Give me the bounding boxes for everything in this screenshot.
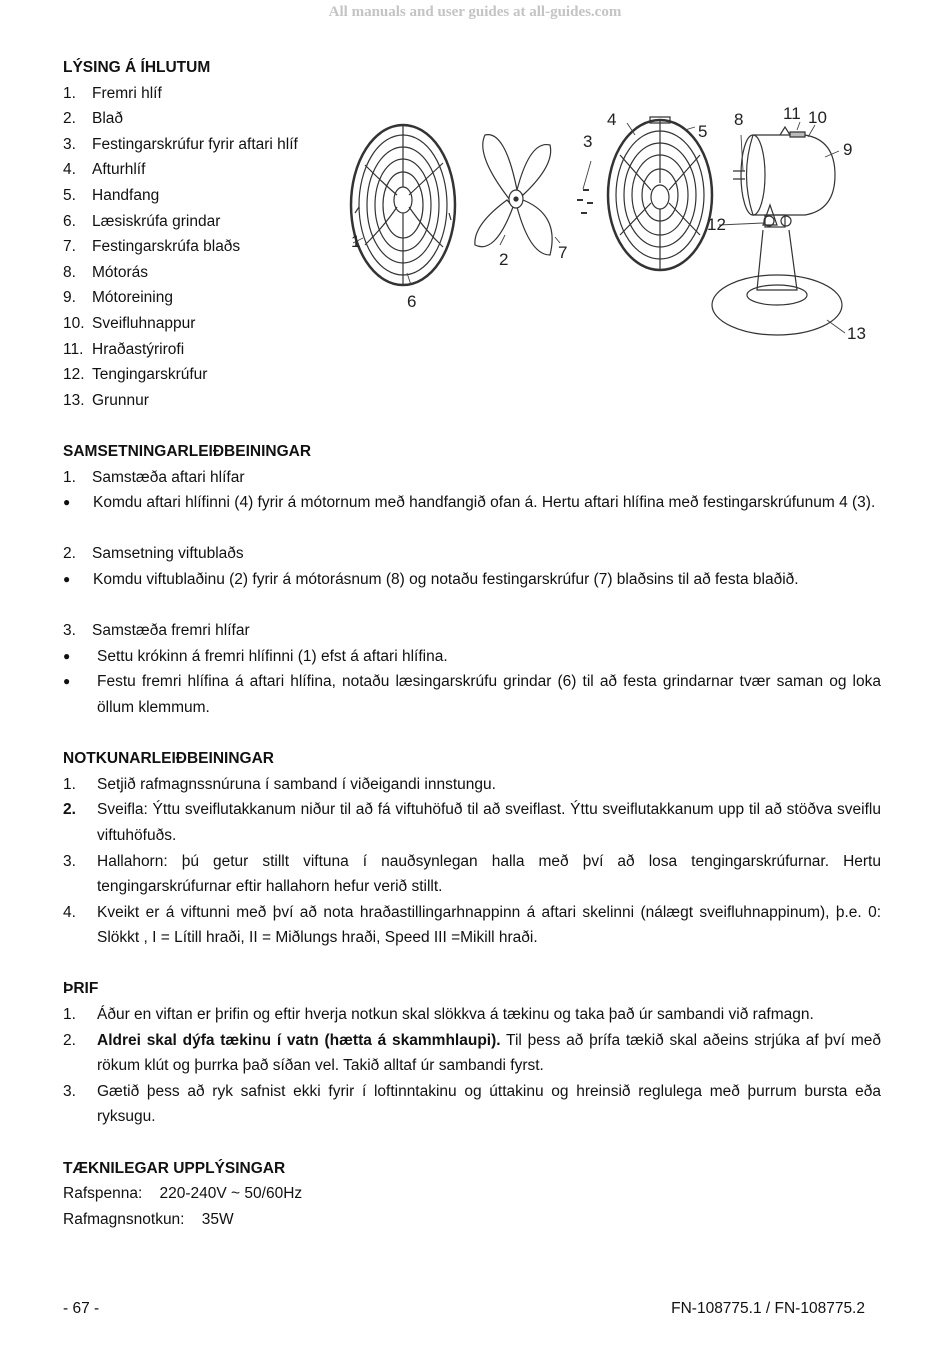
step-number: 1. [63, 468, 76, 486]
spec-key: Rafspenna: [63, 1185, 160, 1203]
item-text: Setjið rafmagnssnúruna í samband í viðeigandi innstungu. [97, 775, 496, 793]
assembly-step-3 [63, 618, 881, 644]
item-text: Festingarskrúfa blaðs [92, 238, 241, 256]
spec-power [63, 1207, 881, 1233]
item-number: 5. [63, 186, 76, 204]
parts-list-item [63, 260, 298, 286]
item-text: Kveikt er á viftunni með því að nota hraðastillingarhnappinn á aftari skelinni (nálægt sveifluhnappinum), þ.e. 0: Slökkt , I = Lítill hraði, II = Miðlungs hraði, Speed III =Mikill hraði. [97, 903, 881, 947]
screws-drawing [577, 190, 593, 213]
parts-list-item [63, 337, 298, 363]
item-number: 10. [63, 314, 85, 332]
parts-list-item [63, 285, 298, 311]
step-number: 3. [63, 622, 76, 640]
parts-list-item [63, 209, 298, 235]
parts-list-item [63, 183, 298, 209]
usage-list-item [63, 900, 881, 951]
item-number: 12. [63, 366, 85, 384]
diagram-label-7: 7 [558, 243, 568, 262]
item-text: Læsiskrúfa grindar [92, 212, 221, 230]
fan-parts-diagram [345, 95, 885, 355]
spec-key: Rafmagnsnotkun: [63, 1210, 202, 1228]
parts-list-item [63, 157, 298, 183]
usage-list-item [63, 849, 881, 900]
item-number: 2. [63, 1031, 76, 1049]
step-title: Samstæða aftari hlífar [92, 468, 245, 486]
item-text: Sveifla: Ýttu sveiflutakkanum niður til að fá viftuhöfuð til að sveiflast. Ýttu sveiflutakkanum upp til að stöðva sveiflu viftuhöfuðs. [97, 801, 881, 844]
watermark: All manuals and user guides at all-guides.com [328, 4, 622, 20]
diagram-label-3: 3 [583, 132, 593, 151]
step-title: Samstæða fremri hlífar [92, 622, 250, 640]
diagram-label-13: 13 [847, 324, 866, 343]
bullet-text: Komdu viftublaðinu (2) fyrir á mótorásnum (8) og notaðu festingarskrúfur (7) blaðsins til að festa blaðið. [93, 570, 799, 588]
item-text: Afturhlíf [92, 161, 146, 179]
spec-value: 220-240V ~ 50/60Hz [159, 1185, 303, 1203]
item-text: Mótorás [92, 263, 148, 281]
step-title: Samsetning viftublaðs [92, 545, 244, 563]
item-text: Gætið þess að ryk safnist ekki fyrir í loftinntakinu og úttakinu og hreinsið reglulega með þurrum bursta eða ryksugu. [97, 1082, 881, 1126]
item-text: Hraðastýrirofi [92, 340, 185, 358]
item-number: 6. [63, 212, 76, 230]
model-number: FN-108775.1 / FN-108775.2 [671, 1300, 865, 1317]
assembly-step-2-bullet [63, 567, 881, 593]
parts-list-item [63, 311, 298, 337]
assembly-step-3-bullet-2 [63, 669, 881, 720]
item-number: 1. [63, 84, 76, 102]
bullet-text: Komdu aftari hlífinni (4) fyrir á mótornum með handfangið ofan á. Hertu aftari hlífina með festingarskrúfunum 4 (3). [93, 494, 876, 512]
item-text: Sveifluhnappur [92, 314, 196, 332]
step-number: 2. [63, 545, 76, 563]
diagram-label-6: 6 [407, 292, 417, 311]
item-number: 2. [63, 801, 76, 819]
cleaning-item-2 [63, 1028, 881, 1079]
item-number: 3. [63, 135, 76, 153]
parts-list-item [63, 362, 298, 388]
diagram-label-5: 5 [698, 122, 708, 141]
diagram-label-4: 4 [607, 110, 617, 129]
warning-text: Aldrei skal dýfa tækinu í vatn (hætta á skammhlaupi). [97, 1031, 501, 1049]
specs-heading: TÆKNILEGAR UPPLÝSINGAR [63, 1159, 286, 1177]
item-number: 3. [63, 1082, 76, 1100]
item-text: Hallahorn: þú getur stillt viftuna í nauðsynlegan halla með því að losa tengingarskrúfurnar. Hertu tengingarskrúfurnar eftir hallahorn hefur verið stillt. [97, 852, 881, 896]
diagram-label-1: 1 [351, 232, 361, 251]
item-number: 9. [63, 289, 76, 307]
usage-heading: NOTKUNARLEIÐBEININGAR [63, 750, 274, 768]
item-text: Handfang [92, 186, 160, 204]
parts-list-item [63, 132, 298, 158]
item-number: 1. [63, 1006, 76, 1024]
usage-list-item [63, 772, 881, 798]
item-number: 1. [63, 775, 76, 793]
usage-list-item [63, 797, 881, 848]
item-number: 2. [63, 110, 76, 128]
item-number: 4. [63, 161, 76, 179]
spec-value: 35W [201, 1210, 234, 1228]
item-text: Til þess að þrífa tækið skal aðeins strjúka af því með rökum klút og þurrka það síðan vel. Takið alltaf úr sambandi fyrst. [97, 1031, 881, 1075]
diagram-label-8: 8 [734, 110, 744, 129]
item-text: Fremri hlíf [92, 84, 162, 102]
item-text: Tengingarskrúfur [92, 366, 208, 384]
assembly-step-3-bullet-1 [63, 644, 881, 670]
diagram-label-9: 9 [843, 140, 853, 159]
assembly-heading: SAMSETNINGARLEIÐBEININGAR [63, 443, 312, 460]
item-number: 3. [63, 852, 76, 870]
parts-list-item [63, 234, 298, 260]
cleaning-heading: ÞRIF [63, 980, 99, 998]
spec-voltage [63, 1181, 881, 1207]
motor-unit-drawing [733, 127, 835, 227]
rear-grille-drawing [608, 117, 712, 270]
cleaning-item-3 [63, 1079, 881, 1130]
bullet-icon: ● [63, 495, 71, 510]
fan-blade-drawing [475, 135, 552, 255]
diagram-label-12: 12 [707, 215, 726, 234]
parts-list-item [63, 388, 298, 414]
item-text: Áður en viftan er þrifin og eftir hverja notkun skal slökkva á tækinu og taka það úr sambandi við rafmagn. [97, 1006, 814, 1024]
bullet-text: Festu fremri hlífina á aftari hlífina, notaðu læsingarskrúfu grindar (6) til að festa grindarnar tvær saman og loka öllum klemmum. [97, 673, 881, 716]
item-number: 4. [63, 903, 76, 921]
bullet-icon: ● [63, 648, 71, 663]
parts-list-item [63, 106, 298, 132]
item-number: 7. [63, 238, 76, 256]
parts-section [63, 55, 298, 413]
item-text: Mótoreining [92, 289, 173, 307]
page-number: - 67 - [63, 1300, 100, 1317]
front-grille-drawing [351, 125, 455, 285]
item-text-wrap [97, 1028, 881, 1079]
bullet-icon: ● [63, 674, 71, 689]
diagram-label-10: 10 [808, 108, 827, 127]
assembly-step-2 [63, 541, 881, 567]
usage-list [63, 772, 881, 951]
main-content [63, 439, 881, 1232]
diagram-label-11: 11 [783, 104, 801, 123]
item-number: 13. [63, 391, 85, 409]
base-drawing [712, 230, 842, 335]
item-text: Blað [92, 110, 124, 128]
bullet-icon: ● [63, 571, 71, 586]
item-number: 8. [63, 263, 76, 281]
parts-list [63, 81, 298, 414]
diagram-label-2: 2 [499, 250, 509, 269]
item-text: Festingarskrúfur fyrir aftari hlíf [92, 135, 298, 153]
item-text: Grunnur [92, 391, 149, 409]
parts-list-item [63, 81, 298, 107]
item-number: 11. [63, 340, 84, 358]
parts-heading: LÝSING Á ÍHLUTUM [63, 59, 211, 76]
assembly-step-1-bullet [63, 490, 881, 516]
assembly-step-1 [63, 465, 881, 491]
bullet-text: Settu krókinn á fremri hlífinni (1) efst á aftari hlífina. [97, 647, 448, 665]
cleaning-item-1 [63, 1002, 881, 1028]
